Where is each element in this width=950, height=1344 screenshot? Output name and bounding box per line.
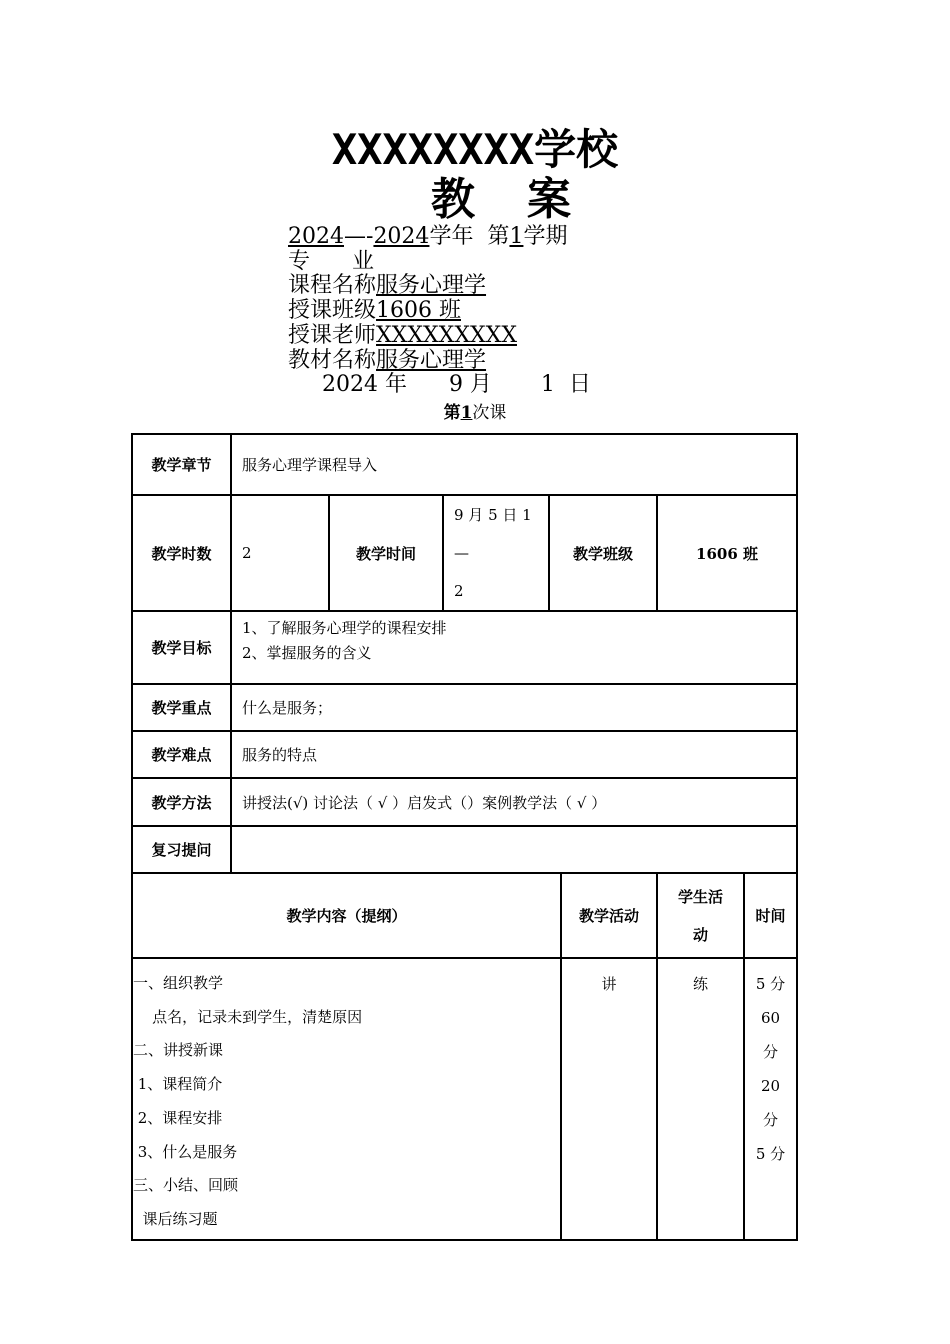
key-label: 教学重点 xyxy=(132,684,231,731)
academic-year-line: 2024—-2024学年 第1学期 xyxy=(288,224,568,249)
outline-item: 1、课程简介 xyxy=(133,1075,223,1094)
outline-item: 课后练习题 xyxy=(133,1209,218,1228)
key-value: 什么是服务； xyxy=(231,684,797,731)
time-values xyxy=(744,958,797,1240)
lesson-number: 第1次课 xyxy=(443,403,507,423)
review-label: 复习提问 xyxy=(132,826,231,873)
difficulty-value: 服务的特点 xyxy=(231,731,797,778)
content-outline xyxy=(132,958,561,1240)
time-entry: 20 分 xyxy=(760,1077,781,1129)
review-value xyxy=(231,826,797,873)
teacher-line: 授课老师XXXXXXXXX xyxy=(288,323,517,348)
class-label: 教学班级 xyxy=(549,495,657,611)
lesson-plan-table xyxy=(131,433,798,1241)
student-activity-header: 学生活 动 xyxy=(657,873,744,958)
major-line: 专 业 xyxy=(288,249,374,274)
course-name-line: 课程名称服务心理学 xyxy=(288,273,487,298)
class-line: 授课班级1606 班 xyxy=(288,298,461,323)
school-title: XXXXXXXX学校 xyxy=(331,125,619,174)
time-entry: 5 分 xyxy=(755,975,786,993)
date-line: 2024 年 9 月 1 日 xyxy=(322,372,591,397)
activity-header: 教学活动 xyxy=(561,873,657,958)
class-value: 1606 班 xyxy=(657,495,797,611)
outline-item: 点名，记录未到学生，清楚原因 xyxy=(133,1007,363,1026)
chapter-label: 教学章节 xyxy=(132,434,231,495)
chapter-value: 服务心理学课程导入 xyxy=(231,434,797,495)
student-activity-value: 练 xyxy=(657,958,744,1240)
time-entry: 60 分 xyxy=(760,1009,781,1061)
time-header: 时间 xyxy=(744,873,797,958)
outline-item: 3、什么是服务 xyxy=(133,1142,238,1161)
outline-item: 二、讲授新课 xyxy=(133,1041,224,1060)
hours-label: 教学时数 xyxy=(132,495,231,611)
content-header: 教学内容（提纲） xyxy=(132,873,561,958)
activity-value: 讲 xyxy=(561,958,657,1240)
outline-item: 一、组织教学 xyxy=(133,974,224,992)
time-label: 教学时间 xyxy=(329,495,443,611)
hours-value: 2 xyxy=(231,495,329,611)
method-value: 讲授法(√) 讨论法（ √ ）启发式（）案例教学法（ √ ） xyxy=(231,778,797,826)
difficulty-label: 教学难点 xyxy=(132,731,231,778)
outline-item: 三、小结、回顾 xyxy=(133,1176,239,1195)
textbook-line: 教材名称服务心理学 xyxy=(288,348,487,373)
document-title: 教案 xyxy=(431,174,623,225)
goal-value: 1、了解服务心理学的课程安排 2、掌握服务的含义 xyxy=(231,611,797,684)
time-entry: 5 分 xyxy=(755,1145,786,1163)
time-value: 9 月 5 日 1— 2 xyxy=(443,495,549,611)
outline-item: 2、课程安排 xyxy=(133,1108,223,1127)
method-label: 教学方法 xyxy=(132,778,231,826)
goal-label: 教学目标 xyxy=(132,611,231,684)
